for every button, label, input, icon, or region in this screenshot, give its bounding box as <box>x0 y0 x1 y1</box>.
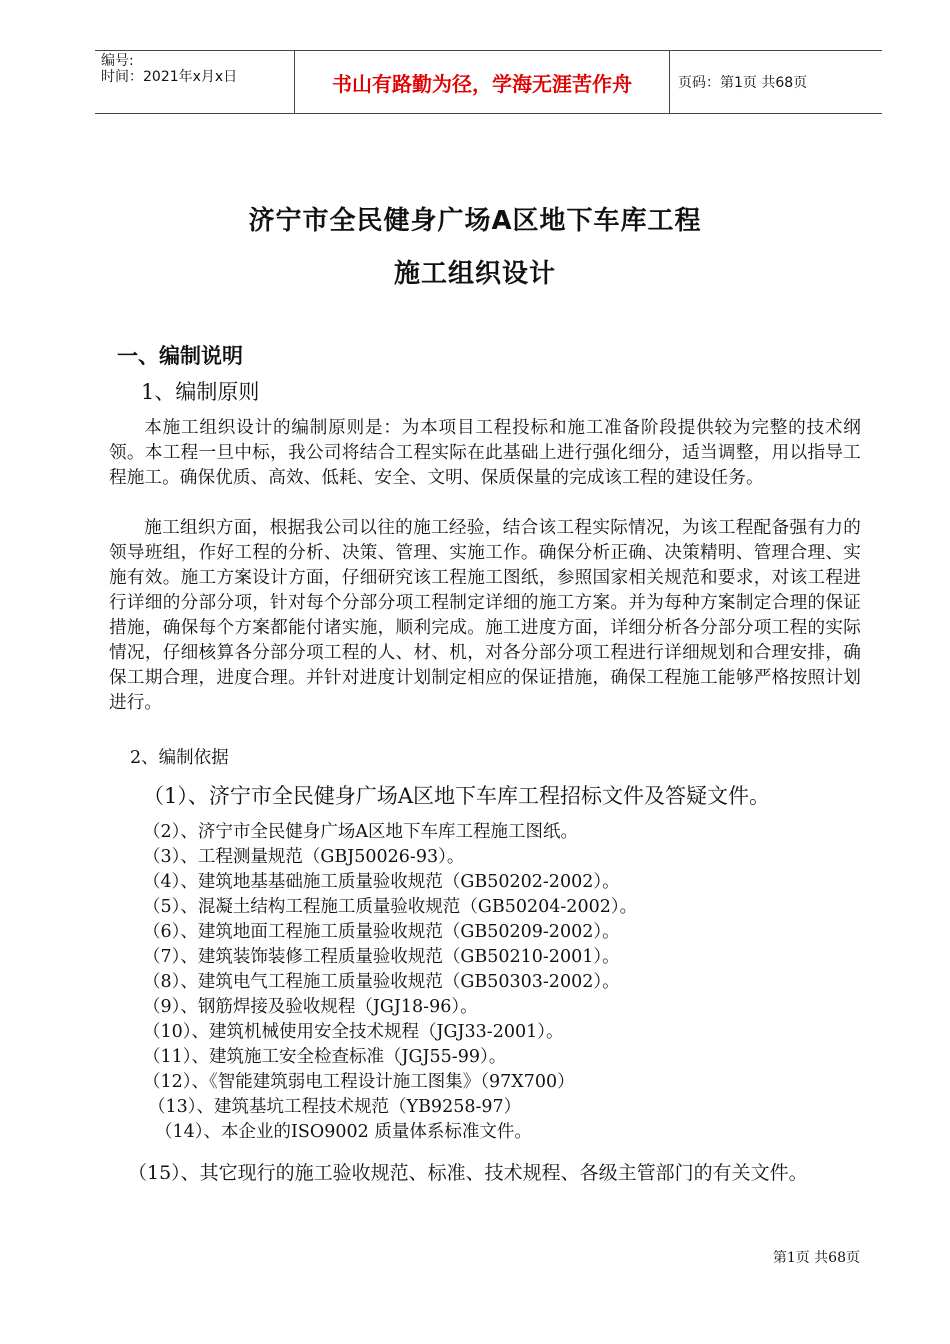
time-label: 时间：2021年x月x日 <box>101 69 238 85</box>
ref-item: （13）、建筑基坑工程技术规范（YB9258-97） <box>148 1097 522 1117</box>
header-meta <box>95 51 295 113</box>
header-table <box>95 50 882 114</box>
doc-subtitle: 施工组织设计 <box>393 259 556 289</box>
ref-item: （7）、建筑装饰装修工程质量验收规范（GB50210-2001）。 <box>143 947 620 967</box>
section-heading: 一、编制说明 <box>117 344 243 368</box>
page-label: 页码：第1页 共68页 <box>678 75 808 91</box>
ref-item: （1）、济宁市全民健身广场A区地下车库工程招标文件及答疑文件。 <box>143 784 771 808</box>
doc-title: 济宁市全民健身广场A区地下车库工程 <box>248 206 702 236</box>
subheading-principle: 1、编制原则 <box>141 380 260 404</box>
ref-item: （3）、工程测量规范（GBJ50026-93）。 <box>143 847 465 867</box>
ref-item: （5）、混凝土结构工程施工质量验收规范（GB50204-2002）。 <box>143 897 638 917</box>
ref-item: （11）、建筑施工安全检查标准（JGJ55-99）。 <box>143 1047 507 1067</box>
motto: 书山有路勤为径，学海无涯苦作舟 <box>295 51 670 113</box>
paragraph-2: 施工组织方面，根据我公司以往的施工经验，结合该工程实际情况，为该工程配备强有力的领导班组，作好工程的分析、决策、管理、实施工作。确保分析正确、决策精明、管理合理、实施有效。施工方案设计方面，仔细研究该工程施工图纸，参照国家相关规范和要求，对该工程进行详细的分部分项，针对每个分部分项工程制定详细的施工方案。并为每种方案制定合理的保证措施，确保每个方案都能付诸实施，顺利完成。施工进度方面，详细分析各分部分项工程的实际情况，仔细核算各分部分项工程的人、材、机，对各分部分项工程进行详细规划和合理安排，确保工期合理，进度合理。并针对进度计划制定相应的保证措施，确保工程施工能够严格按照计划进行。 <box>109 518 861 713</box>
ref-item-15: （15）、其它现行的施工验收规范、标准、技术规程、各级主管部门的有关文件。 <box>128 1162 808 1184</box>
code-label: 编号: <box>101 53 134 69</box>
page-footer: 第1页 共68页 <box>772 1250 860 1266</box>
ref-item: （6）、建筑地面工程施工质量验收规范（GB50209-2002）。 <box>143 922 620 942</box>
paragraph-1: 本施工组织设计的编制原则是：为本项目工程投标和施工准备阶段提供较为完整的技术纲领。本工程一旦中标，我公司将结合工程实际在此基础上进行强化细分，适当调整，用以指导工程施工。确保优质、高效、低耗、安全、文明、保质保量的完成该工程的建设任务。 <box>109 418 861 488</box>
ref-item: （10）、建筑机械使用安全技术规程（JGJ33-2001）。 <box>143 1022 564 1042</box>
ref-item: （4）、建筑地基基础施工质量验收规范（GB50202-2002）。 <box>143 872 620 892</box>
ref-item: （14）、本企业的ISO9002 质量体系标准文件。 <box>155 1122 532 1142</box>
ref-item: （2）、济宁市全民健身广场A区地下车库工程施工图纸。 <box>143 822 579 842</box>
ref-item: （9）、钢筋焊接及验收规程（JGJ18-96）。 <box>143 997 478 1017</box>
subheading-basis: 2、编制依据 <box>130 748 229 768</box>
ref-item: （12）、《智能建筑弱电工程设计施工图集》（97X700） <box>143 1072 575 1092</box>
ref-item: （8）、建筑电气工程施工质量验收规范（GB50303-2002）。 <box>143 972 620 992</box>
